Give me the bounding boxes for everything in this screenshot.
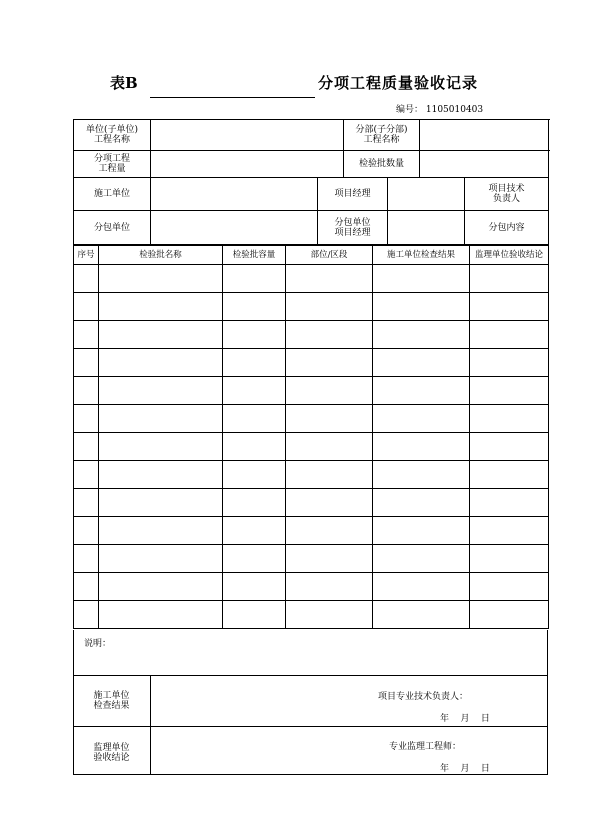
cell-batch-name[interactable] [99,545,223,573]
table-row [74,265,549,293]
cell-batch-capacity[interactable] [223,573,286,601]
cell-batch-name[interactable] [99,321,223,349]
remark-label: 说明： [84,639,112,649]
item-quantity-value[interactable] [151,151,344,178]
page-title: 分项工程质量验收记录 [318,74,479,92]
contractor-label: 施工单位 [74,178,151,211]
tech-lead-label: 项目技术 负责人 [465,178,549,211]
subcontractor-value[interactable] [151,211,318,245]
signature-divider [73,726,548,727]
table-row [74,321,549,349]
cell-batch-capacity[interactable] [223,349,286,377]
project-manager-value[interactable] [388,178,465,211]
cell-batch-name[interactable] [99,405,223,433]
cell-contractor-result[interactable] [373,601,470,629]
subdivision-value[interactable] [420,120,549,151]
cell-supervisor-conclusion[interactable] [470,517,549,545]
cell-batch-name[interactable] [99,573,223,601]
cell-index[interactable] [74,377,99,405]
sub-content-label: 分包内容 [465,211,549,245]
form-code: 表B [110,74,138,92]
cell-batch-capacity[interactable] [223,265,286,293]
contractor-check-label: 施工单位 检查结果 [93,691,130,711]
form-code-underline [150,97,315,98]
cell-batch-name[interactable] [99,461,223,489]
cell-location[interactable] [286,321,373,349]
cell-index[interactable] [74,489,99,517]
cell-batch-name[interactable] [99,601,223,629]
supervisor-conclusion-label: 监理单位 验收结论 [93,743,130,763]
column-header-location: 部位/区段 [286,246,373,265]
cell-batch-capacity[interactable] [223,293,286,321]
cell-index[interactable] [74,321,99,349]
cell-location[interactable] [286,405,373,433]
supervisor-signer-label: 专业监理工程师： [389,742,462,752]
cell-contractor-result[interactable] [373,461,470,489]
cell-supervisor-conclusion[interactable] [470,349,549,377]
cell-index[interactable] [74,601,99,629]
table-row [74,489,549,517]
cell-location[interactable] [286,349,373,377]
cell-location[interactable] [286,601,373,629]
cell-location[interactable] [286,573,373,601]
table-row [74,405,549,433]
table-row [74,517,549,545]
cell-supervisor-conclusion[interactable] [470,601,549,629]
cell-index[interactable] [74,573,99,601]
cell-batch-capacity[interactable] [223,433,286,461]
cell-contractor-result[interactable] [373,405,470,433]
cell-location[interactable] [286,517,373,545]
cell-batch-name[interactable] [99,293,223,321]
cell-index[interactable] [74,405,99,433]
sub-manager-label: 分包单位 项目经理 [318,211,388,245]
cell-batch-name[interactable] [99,517,223,545]
unit-project-label: 单位(子单位) 工程名称 [74,120,151,151]
table-row [74,545,549,573]
remark-divider [73,675,548,676]
project-info-table [73,119,549,245]
cell-location[interactable] [286,377,373,405]
cell-batch-capacity[interactable] [223,405,286,433]
cell-batch-capacity[interactable] [223,321,286,349]
cell-batch-capacity[interactable] [223,601,286,629]
cell-location[interactable] [286,461,373,489]
cell-location[interactable] [286,293,373,321]
cell-contractor-result[interactable] [373,545,470,573]
table-row [74,293,549,321]
batch-count-value[interactable] [420,151,549,178]
cell-index[interactable] [74,545,99,573]
serial-number: 编号： 1105010403 [396,105,484,115]
cell-supervisor-conclusion[interactable] [470,573,549,601]
cell-batch-capacity[interactable] [223,545,286,573]
cell-index[interactable] [74,461,99,489]
cell-batch-name[interactable] [99,265,223,293]
cell-supervisor-conclusion[interactable] [470,405,549,433]
cell-supervisor-conclusion[interactable] [470,433,549,461]
cell-index[interactable] [74,433,99,461]
cell-contractor-result[interactable] [373,489,470,517]
cell-batch-name[interactable] [99,377,223,405]
cell-supervisor-conclusion[interactable] [470,545,549,573]
cell-index[interactable] [74,265,99,293]
supervisor-date[interactable]: 年 月 日 [440,764,490,774]
project-manager-label: 项目经理 [318,178,388,211]
cell-contractor-result[interactable] [373,377,470,405]
contractor-value[interactable] [151,178,318,211]
cell-contractor-result[interactable] [373,265,470,293]
contractor-date[interactable]: 年 月 日 [440,714,490,724]
cell-supervisor-conclusion[interactable] [470,489,549,517]
cell-contractor-result[interactable] [373,433,470,461]
table-row [74,433,549,461]
column-header-supervisor-conclusion: 监理单位验收结论 [470,246,549,265]
contractor-signer-label: 项目专业技术负责人： [378,692,469,702]
cell-location[interactable] [286,489,373,517]
signature-column-divider [150,675,151,775]
table-row [74,461,549,489]
column-header-batch-capacity: 检验批容量 [223,246,286,265]
cell-batch-capacity[interactable] [223,489,286,517]
cell-index[interactable] [74,349,99,377]
cell-batch-capacity[interactable] [223,377,286,405]
cell-supervisor-conclusion[interactable] [470,461,549,489]
cell-contractor-result[interactable] [373,517,470,545]
table-row [74,573,549,601]
cell-contractor-result[interactable] [373,293,470,321]
cell-supervisor-conclusion[interactable] [470,321,549,349]
item-quantity-label: 分项工程 工程量 [74,151,151,178]
batch-count-label: 检验批数量 [344,151,420,178]
cell-batch-capacity[interactable] [223,461,286,489]
subdivision-label: 分部(子分部) 工程名称 [344,120,420,151]
table-row [74,601,549,629]
cell-supervisor-conclusion[interactable] [470,265,549,293]
cell-contractor-result[interactable] [373,321,470,349]
cell-batch-name[interactable] [99,489,223,517]
cell-batch-name[interactable] [99,349,223,377]
cell-supervisor-conclusion[interactable] [470,377,549,405]
cell-location[interactable] [286,433,373,461]
cell-batch-name[interactable] [99,433,223,461]
column-header-index: 序号 [74,246,99,265]
cell-index[interactable] [74,293,99,321]
cell-location[interactable] [286,545,373,573]
table-row [74,377,549,405]
cell-contractor-result[interactable] [373,349,470,377]
table-header-row [74,246,549,265]
sub-manager-value[interactable] [388,211,465,245]
subcontractor-label: 分包单位 [74,211,151,245]
cell-supervisor-conclusion[interactable] [470,293,549,321]
cell-contractor-result[interactable] [373,573,470,601]
cell-location[interactable] [286,265,373,293]
table-row [74,349,549,377]
cell-index[interactable] [74,517,99,545]
column-header-contractor-result: 施工单位检查结果 [373,246,470,265]
cell-batch-capacity[interactable] [223,517,286,545]
column-header-batch-name: 检验批名称 [99,246,223,265]
unit-project-value[interactable] [151,120,344,151]
inspection-batch-table [73,245,549,629]
